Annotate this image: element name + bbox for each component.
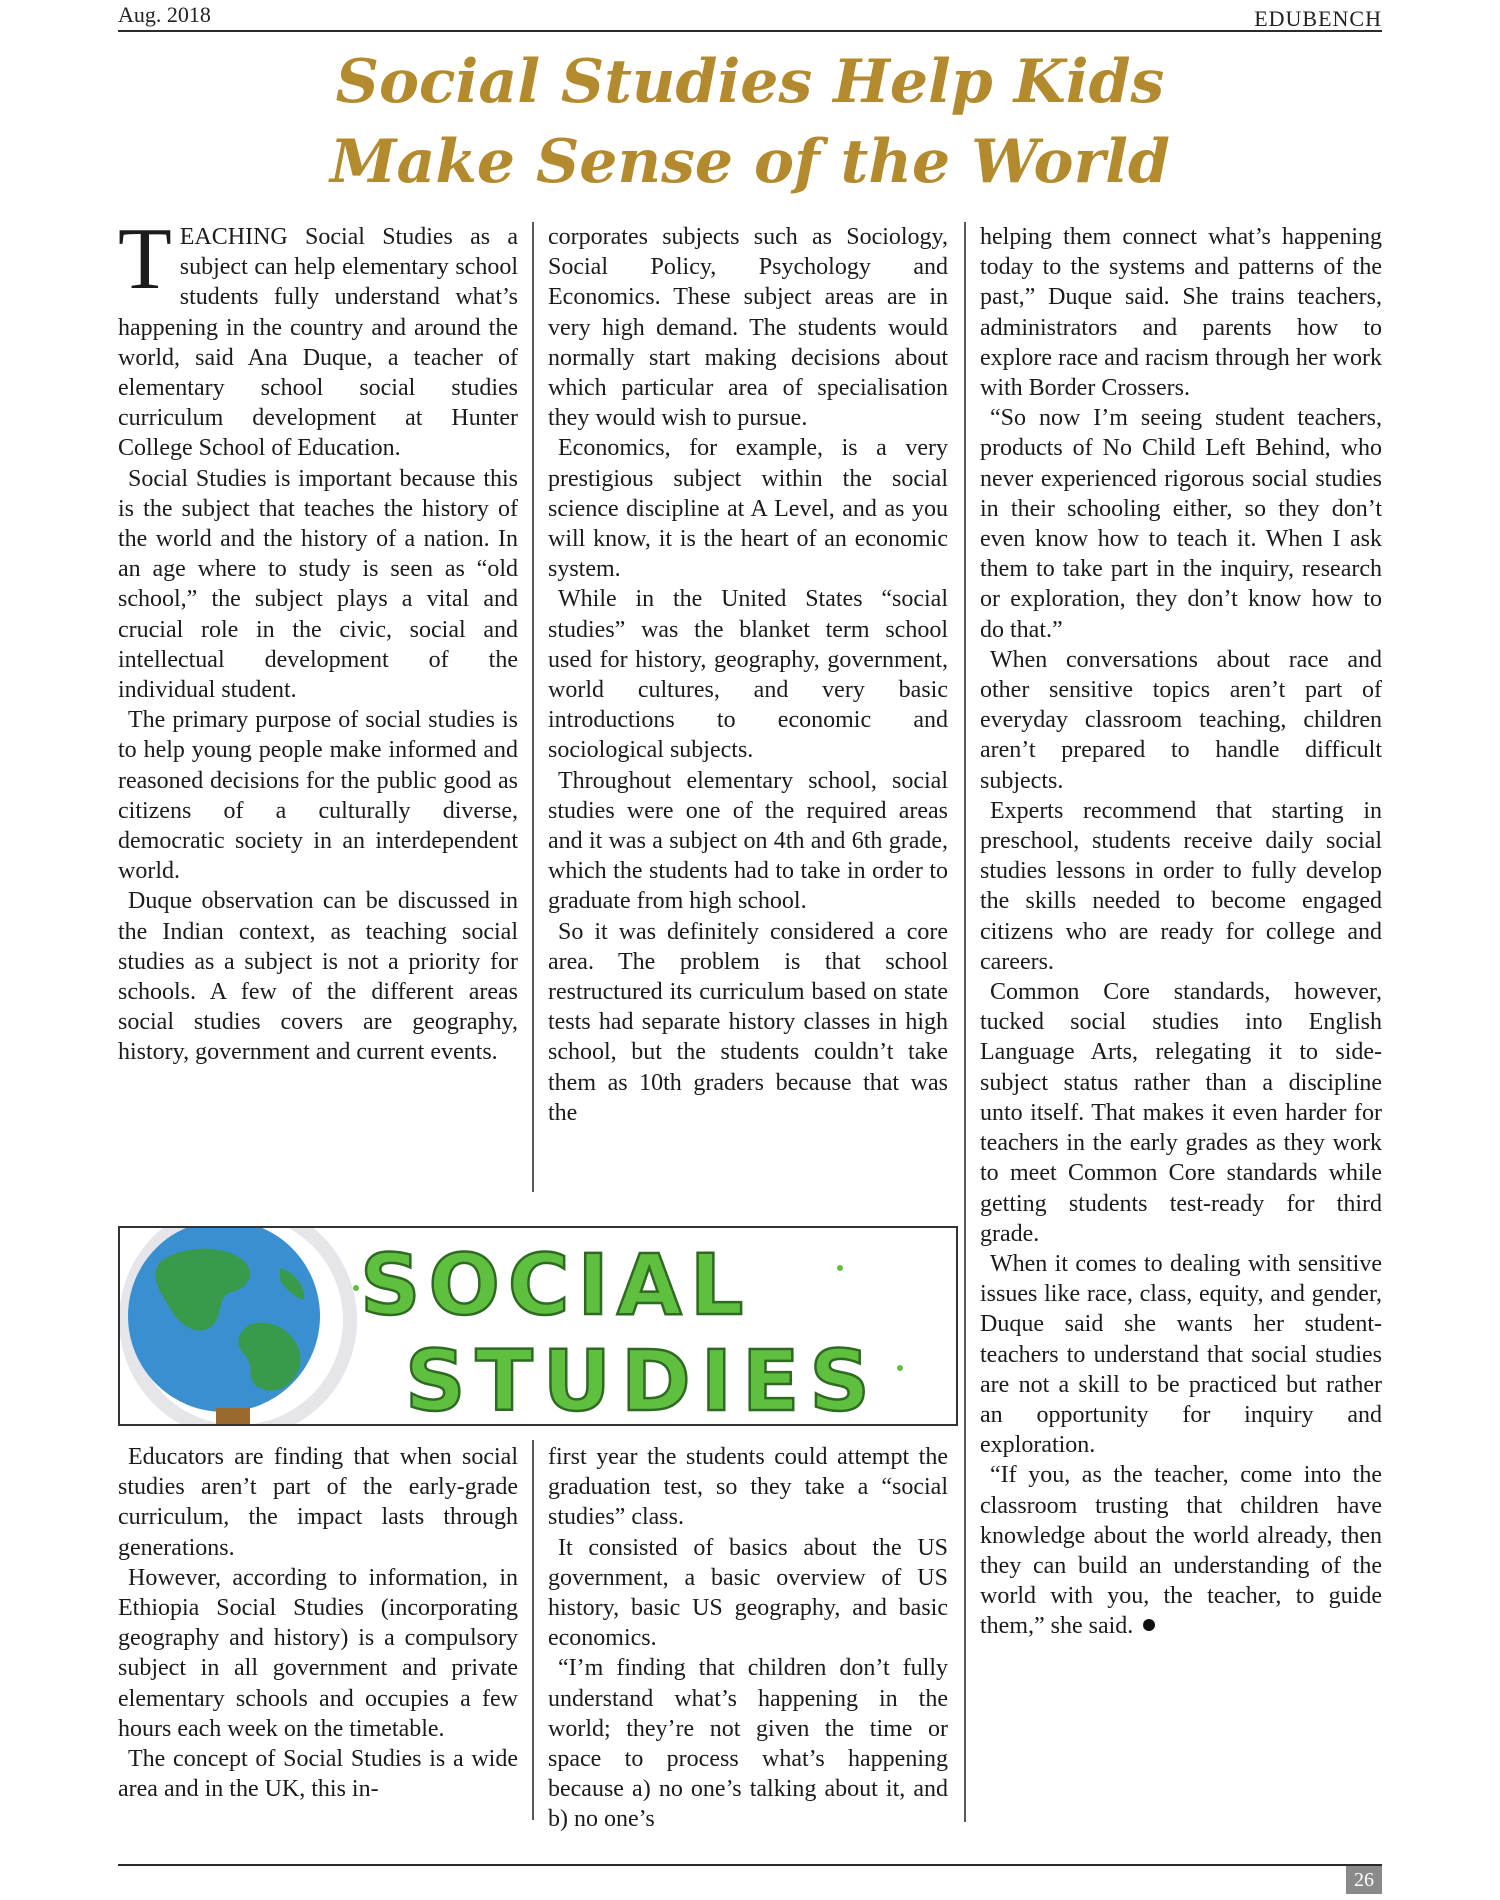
globe-illustration (120, 1228, 956, 1424)
paragraph: So it was definitely considered a core area. The problem is that school restructured its curriculum based on state tests had separate history classes in high school, but the students couldn’t take them as 10th graders because that was the (548, 918, 948, 1126)
article-title-line-1: Social Studies Help Kids (335, 47, 1165, 117)
banner-text-line-1: SOCIAL (360, 1236, 752, 1334)
paragraph: It consisted of basics about the US government, a basic overview of US history, basic US geography, and basic economics. (548, 1534, 948, 1652)
page-number: 26 (1346, 1866, 1382, 1894)
paragraph: “I’m finding that children don’t fully understand what’s happening in the world; they’re not given the time or space to process what’s happening because a) no one’s talking about it, and b) no one’s (548, 1655, 948, 1833)
paragraph: While in the United States “social studies” was the blanket term school used for history, geography, government, world cultures, and very basic introductions to economic and sociological subjects. (548, 586, 948, 764)
paragraph: Economics, for example, is a very prestigious subject within the social science discipline at A Level, and as you will know, it is the heart of an economic system. (548, 435, 948, 583)
paragraph: Common Core standards, however, tucked social studies into English Language Arts, relegating it to side-subject status rather than a discipline unto itself. That makes it even harder for teachers in the early grades as they work to meet Common Core standards while getting students test-ready for third grade. (980, 979, 1382, 1247)
drop-cap: T (118, 211, 172, 308)
issue-date: Aug. 2018 (118, 2, 211, 27)
paragraph: helping them connect what’s happening today to the systems and patterns of the past,” Duque said. She trains teachers, administrators and parents how to explore race and racism through her work with Border Crossers. (980, 224, 1382, 402)
paragraph: The primary purpose of social studies is to help young people make informed and reasoned decisions for the public good as citizens of a culturally diverse, democratic society in an interdependent world. (118, 707, 518, 885)
column-2-bottom (548, 1442, 948, 1835)
column-1-bottom (118, 1442, 518, 1804)
footer-rule (118, 1864, 1382, 1866)
column-3 (980, 222, 1382, 1642)
column-1-top (118, 211, 518, 1068)
paragraph: corporates subjects such as Sociology, Social Policy, Psychology and Economics. These subject areas are in very high demand. The students would normally start making decisions about which particular area of specialisation they would wish to pursue. (548, 224, 948, 432)
banner-text-line-2: STUDIES (405, 1332, 880, 1424)
header-rule (118, 30, 1382, 32)
paragraph: The concept of Social Studies is a wide area and in the UK, this in- (118, 1746, 518, 1803)
column-divider (532, 1440, 534, 1820)
paragraph: Experts recommend that starting in preschool, students receive daily social studies lessons in order to fully develop the skills needed to become engaged citizens who are ready for college and careers. (980, 797, 1382, 975)
paragraph: Throughout elementary school, social studies were one of the required areas and it was a subject on 4th and 6th grade, which the students had to take in order to graduate from high school. (548, 767, 948, 915)
social-studies-banner-image (118, 1226, 958, 1426)
column-divider (532, 222, 534, 1192)
article-title-line-2: Make Sense of the World (330, 127, 1170, 197)
paragraph: Social Studies is important because this is the subject that teaches the history of the world and the history of a nation. In an age where to study is seen as “old school,” the subject plays a vital and crucial role in the civic, social and intellectual development of the individual student. (118, 465, 518, 704)
publication-name: EDUBENCH (1254, 6, 1382, 31)
column-divider (964, 222, 966, 1822)
paragraph: “So now I’m seeing student teachers, products of No Child Left Behind, who never experienced rigorous social studies in their schooling either, so they don’t even know how to teach it. When I ask them to take part in the inquiry, research or exploration, they don’t know how to do that.” (980, 405, 1382, 643)
paragraph: When it comes to dealing with sensitive issues like race, class, equity, and gender, Duque said she wants her student-teachers to understand that social studies are not a skill to be practiced but rather an opportunity for inquiry and exploration. (980, 1250, 1382, 1459)
paragraph: “If you, as the teacher, come into the classroom trusting that children have knowledge about the world already, then they can build an understanding of the world with you, the teacher, to guide them,” she said. (980, 1462, 1382, 1640)
paragraph: However, according to information, in Ethiopia Social Studies (incorporating geography and history) is a compulsory subject in all government and private elementary schools and occupies a few hours each week on the timetable. (118, 1564, 518, 1742)
end-mark-icon (1143, 1619, 1155, 1631)
column-2-top (548, 222, 948, 1128)
paragraph: TEACHING Social Studies as a subject can help elementary school students fully understand what’s happening in the country and around the world, said Ana Duque, a teacher of elementary school social studies curriculum development at Hunter College School of Education. (118, 211, 518, 462)
article-title (118, 42, 1382, 202)
paragraph: Educators are finding that when social studies aren’t part of the early-grade curriculum, the impact lasts through generations. (118, 1444, 518, 1561)
paragraph: When conversations about race and other sensitive topics aren’t part of everyday classroom teaching, children aren’t prepared to handle difficult subjects. (980, 646, 1382, 794)
paragraph: first year the students could attempt the graduation test, so they take a “social studies” class. (548, 1444, 948, 1531)
paragraph: Duque observation can be discussed in the Indian context, as teaching social studies as a subject is not a priority for schools. A few of the different areas social studies covers are geography, history, government and current events. (118, 888, 518, 1066)
